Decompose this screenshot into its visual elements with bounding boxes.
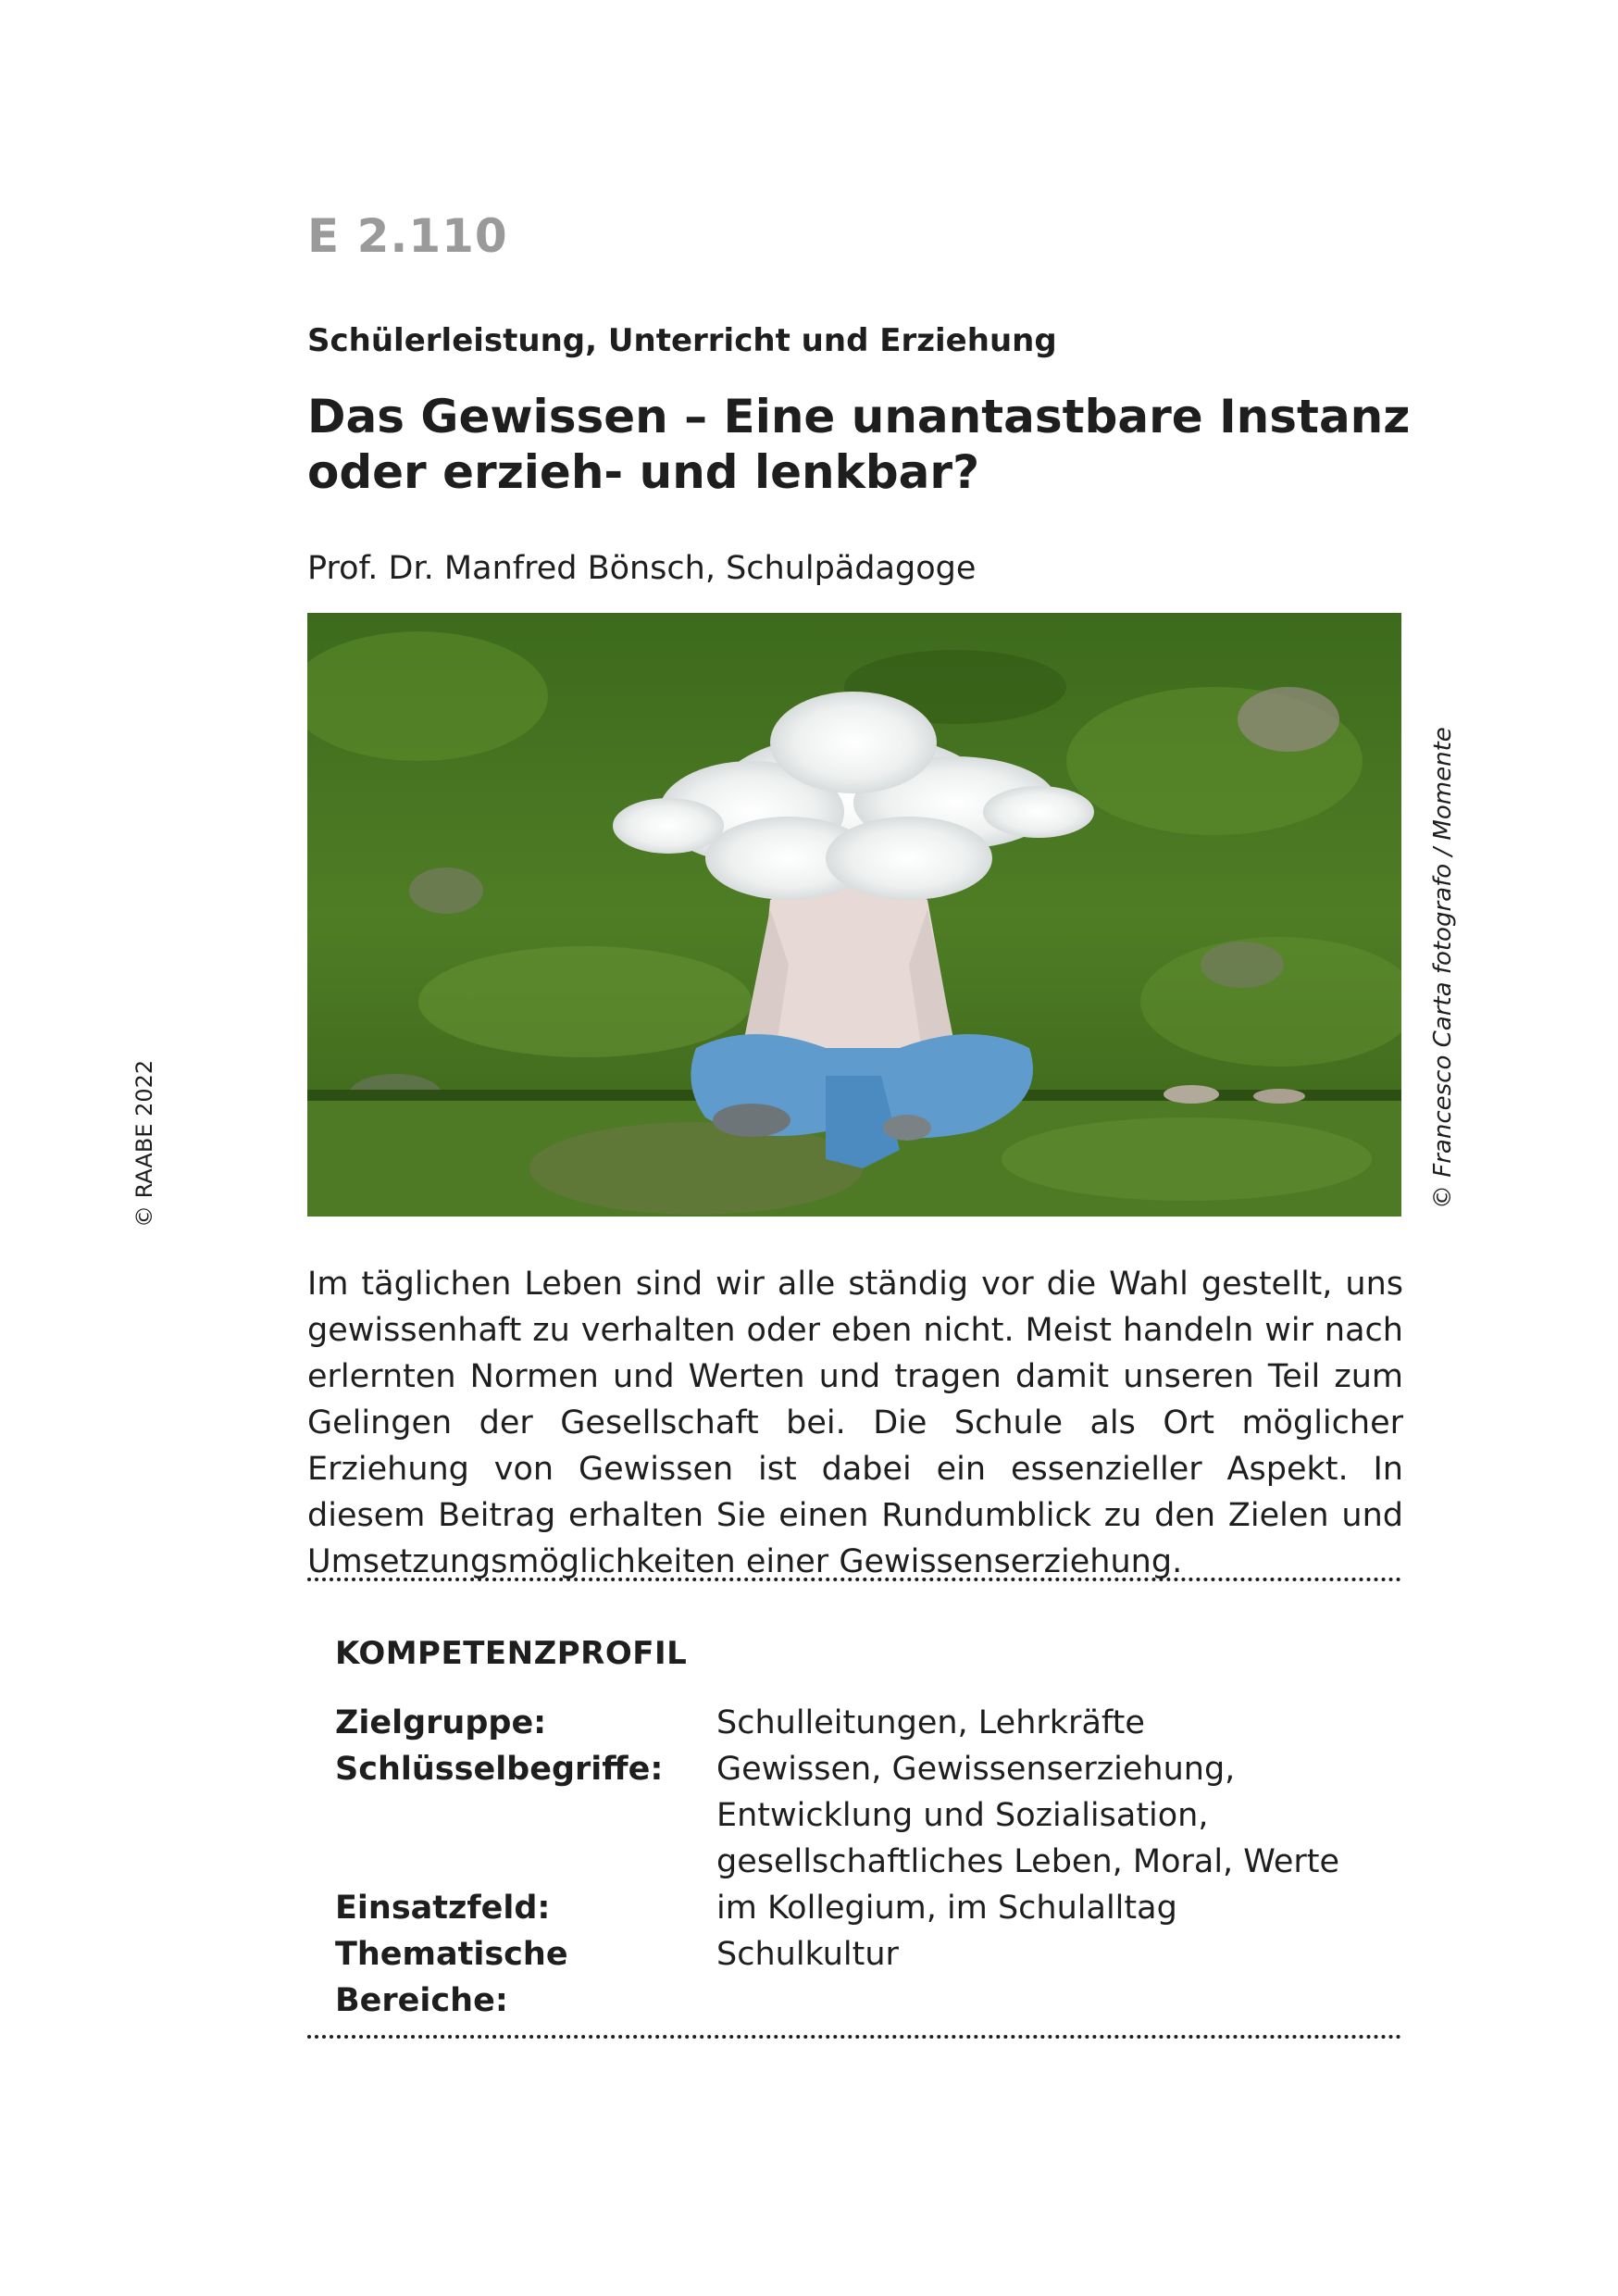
intro-paragraph: Im täglichen Leben sind wir alle ständig vor die Wahl gestellt, uns gewissenhaft zu verhalten oder eben nicht. Meist handeln wir nach erlernten Normen und Werten und tragen damit unseren Teil zum Gelingen der Gesellschaft bei. Die Schule als Ort möglicher Erziehung von Gewissen ist dabei ein essenzieller Aspekt. In diesem Beitrag erhalten Sie einen Rundumblick zu den Zielen und Umsetzungsmöglichkeiten einer Gewissenserziehung. (307, 1266, 1403, 1580)
article-photo (307, 613, 1401, 1217)
row-label: Zielgruppe: (335, 1704, 547, 1741)
kompetenzprofil-row-zielgruppe (335, 1700, 1400, 1746)
divider-top (307, 1578, 1401, 1581)
kompetenzprofil-row-schluesselbegriffe (335, 1746, 1400, 1885)
row-label: Thematische Bereiche: (335, 1936, 568, 2019)
author-line: Prof. Dr. Manfred Bönsch, Schulpädagoge (307, 550, 977, 587)
row-value: Schulleitungen, Lehrkräfte (716, 1704, 1145, 1741)
row-value: Schulkultur (716, 1936, 899, 1973)
photo-credit: © Francesco Carta fotografo / Momente (1429, 727, 1457, 1209)
divider-bottom (307, 2035, 1401, 2039)
kompetenzprofil-row-einsatzfeld (335, 1885, 1400, 1931)
row-value: im Kollegium, im Schulalltag (716, 1890, 1177, 1927)
row-label: Schlüsselbegriffe: (335, 1751, 664, 1788)
row-label: Einsatzfeld: (335, 1890, 551, 1927)
document-code: E 2.110 (307, 209, 508, 263)
section-heading: Schülerleistung, Unterricht und Erziehung (307, 322, 1057, 359)
kompetenzprofil-table (335, 1700, 1400, 2024)
kompetenzprofil-heading: KOMPETENZPROFIL (335, 1635, 688, 1672)
copyright-notice: © RAABE 2022 (131, 1059, 157, 1228)
row-value: Gewissen, Gewissenserziehung, Entwicklung und Sozialisation, gesellschaftliches Leben, Moral, Werte (716, 1751, 1340, 1880)
article-title: Das Gewissen – Eine unantastbare Instanz oder erzieh- und lenkbar? (307, 390, 1411, 499)
kompetenzprofil-row-thematische-bereiche (335, 1931, 1400, 2024)
